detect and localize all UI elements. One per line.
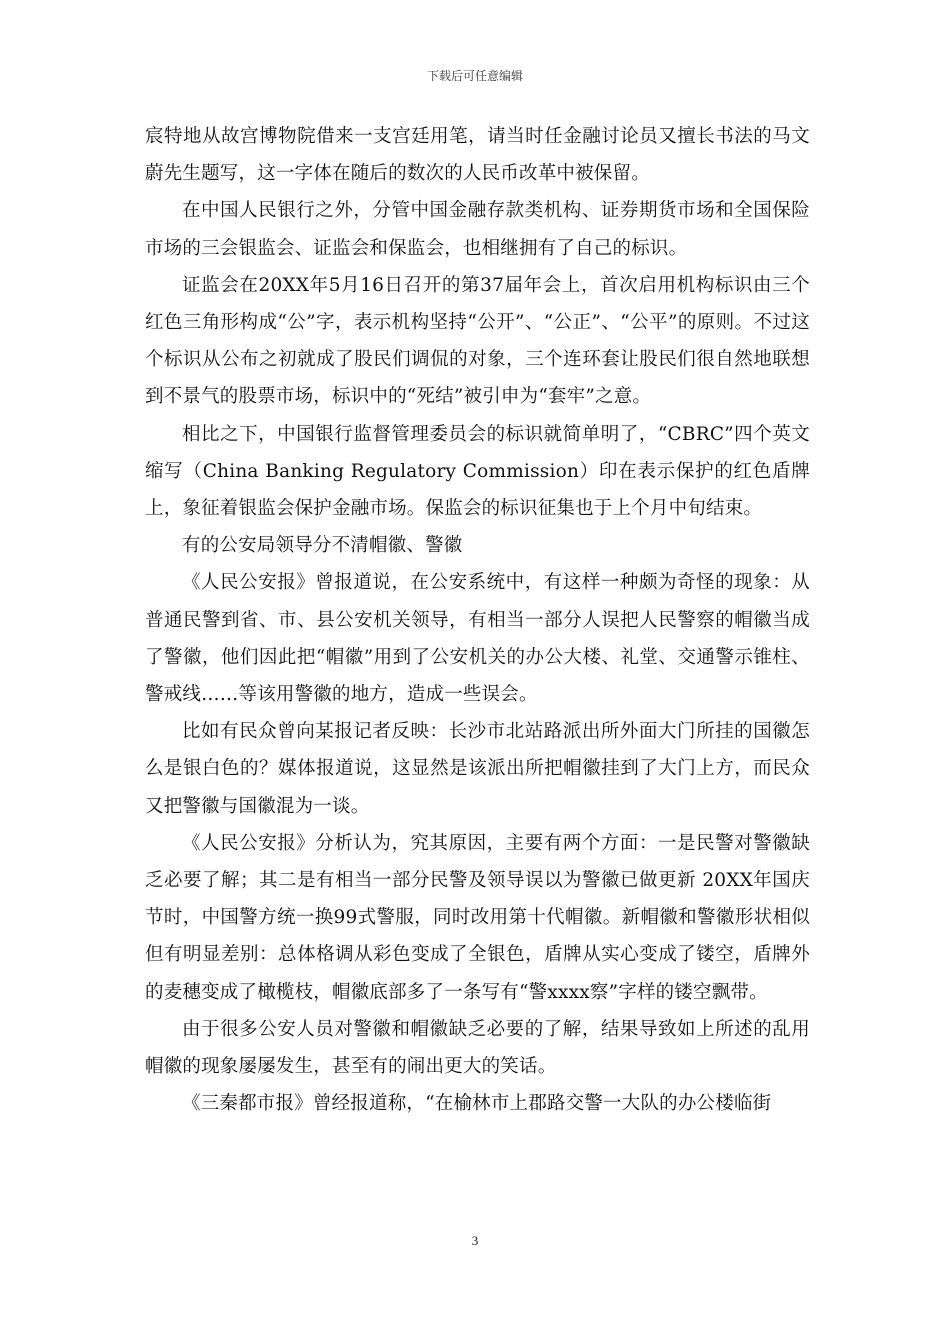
paragraph: 证监会在20XX年5月16日召开的第37届年会上，首次启用机构标识由三个红色三角形构成“公”字，表示机构坚持“公开”、“公正”、“公平”的原则。不过这个标识从公布之初就成了股民们调侃的对象，三个连环套让股民们很自然地联想到不景气的股票市场，标识中的“死结”被引申为“套牢”之意。 [145,274,810,408]
section-subheading: 有的公安局领导分不清帽徽、警徽 [182,535,463,557]
paragraph: 相比之下，中国银行监督管理委员会的标识就简单明了，“CBRC”四个英文缩写（China Banking Regulatory Commission）印在表示保护的红色盾牌上，象征着银监会保护金融市场。保监会的标识征集也于上个月中旬结束。 [145,423,810,520]
paragraph: 宸特地从故宫博物院借来一支宫廷用笔，请当时任金融讨论员又擅长书法的马文蔚先生题写，这一字体在随后的数次的人民币改革中被保留。 [145,126,810,185]
paragraph: 《人民公安报》曾报道说，在公安系统中，有这样一种颇为奇怪的现象：从普通民警到省、市、县公安机关领导，有相当一部分人误把人民警察的帽徽当成了警徽，他们因此把“帽徽”用到了公安机关的办公大楼、礼堂、交通警示锥柱、警戒线……等该用警徽的地方，造成一些误会。 [145,572,810,706]
paragraph: 在中国人民银行之外，分管中国金融存款类机构、证券期货市场和全国保险市场的三会银监会、证监会和保监会，也相继拥有了自己的标识。 [145,200,810,259]
document-body [145,118,810,1122]
paragraph: 比如有民众曾向某报记者反映：长沙市北站路派出所外面大门所挂的国徽怎么是银白色的？媒体报道说，这显然是该派出所把帽徽挂到了大门上方，而民众又把警徽与国徽混为一谈。 [145,721,810,817]
paragraph: 《三秦都市报》曾经报道称，“在榆林市上郡路交警一大队的办公楼临街 [182,1093,772,1115]
page-header: 下载后可任意编辑 [426,69,523,83]
paragraph: 《人民公安报》分析认为，究其原因，主要有两个方面：一是民警对警徽缺乏必要了解；其二是有相当一部分民警及领导误以为警徽已做更新 20XX年国庆节时，中国警方统一换99式警服，同时改用第十代帽徽。新帽徽和警徽形状相似但有明显差别：总体格调从彩色变成了全银色，盾牌从实心变成了镂空，盾牌外的麦穗变成了橄榄枝，帽徽底部多了一条写有“警xxxx察”字样的镂空飘带。 [145,832,810,1003]
paragraph: 由于很多公安人员对警徽和帽徽缺乏必要的了解，结果导致如上所述的乱用帽徽的现象屡屡发生，甚至有的闹出更大的笑话。 [145,1018,810,1078]
page-number: 3 [471,1233,479,1248]
